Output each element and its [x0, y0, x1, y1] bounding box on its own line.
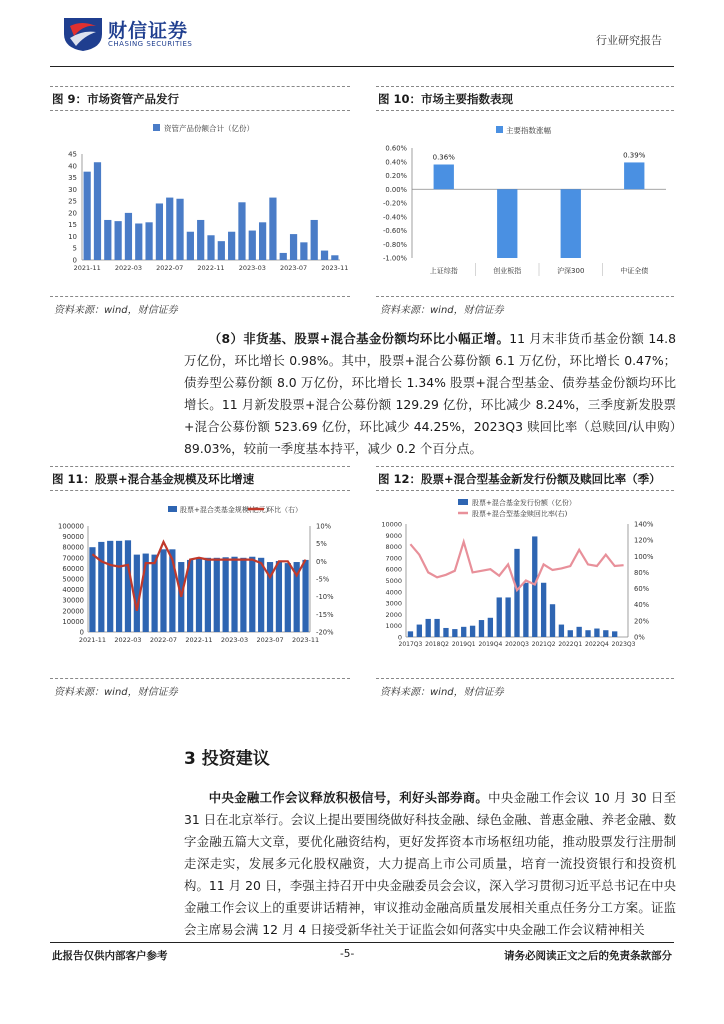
fig11-bar — [178, 562, 184, 632]
fig12-bar — [532, 536, 537, 637]
fig12-bar — [426, 619, 431, 637]
fig12-xtick-label: 2021Q2 — [531, 641, 556, 648]
fig12-bar — [488, 618, 493, 637]
fig11-ytick-label: 0 — [79, 628, 84, 637]
fig9-xtick-label: 2022-07 — [156, 264, 184, 272]
fig11-y2tick-label: -10% — [316, 593, 334, 602]
fig9-bar — [259, 222, 266, 260]
fig11-legend-line-label: 环比（右） — [267, 506, 302, 514]
fig9-bar — [125, 213, 132, 260]
fig10-bar — [497, 189, 517, 258]
logo-name: 财信证券 — [108, 20, 189, 42]
fig9-bar — [207, 235, 214, 260]
fig9-ytick-label: 15 — [68, 221, 77, 230]
fig12-chart — [376, 494, 674, 654]
fig12-y2tick-label: 120% — [634, 536, 654, 545]
fig11-bar — [249, 557, 255, 632]
fig9-bar — [311, 220, 318, 260]
fig12-ytick-label: 9000 — [385, 531, 402, 540]
fig12-y2tick-label: 0% — [634, 633, 645, 642]
fig12-legend — [458, 498, 576, 518]
fig11-bottom-rule — [50, 678, 350, 679]
fig9-ytick-label: 35 — [68, 174, 77, 183]
fig9-bar — [145, 222, 152, 260]
paragraph-investment-advice — [184, 787, 676, 941]
fig11-bar — [89, 547, 95, 632]
fig12-y2tick-label: 100% — [634, 552, 654, 561]
fig11-bar — [302, 560, 308, 632]
fig12-ytick-label: 10000 — [381, 520, 402, 529]
fig9-bar — [176, 199, 183, 260]
fig9-bar — [156, 203, 163, 260]
fig11-y2tick-label: 0% — [316, 557, 327, 566]
fig12-y2tick-label: 20% — [634, 617, 650, 626]
fig11-ytick-label: 30000 — [62, 596, 84, 605]
fig11-ytick-label: 60000 — [62, 564, 84, 573]
fig9-bar — [94, 162, 101, 260]
fig11-bar — [125, 540, 131, 632]
fig9-ytick-label: 10 — [68, 232, 77, 241]
fig12-bar — [497, 597, 502, 637]
fig12-xtick-label: 2022Q1 — [558, 641, 583, 648]
paragraph-1-lead: （8）非货基、股票+混合基金份额均环比小幅正增。 — [208, 331, 510, 346]
fig11-source: 资料来源：wind，财信证券 — [54, 687, 178, 698]
fig10-legend-label: 主要指数涨幅 — [506, 126, 551, 135]
fig12-bar — [559, 625, 564, 637]
fig9-ytick-label: 45 — [68, 150, 77, 159]
footer-disclaimer: 此报告仅供内部客户参考 — [52, 950, 168, 962]
fig10-bar — [624, 162, 644, 189]
fig10-legend — [496, 125, 551, 135]
fig10-bottom-rule — [376, 296, 674, 297]
fig9-bar — [218, 241, 225, 260]
fig12-legend-bar-label: 股票+混合基金发行份额（亿份） — [472, 499, 576, 507]
fig9-ytick-label: 5 — [72, 244, 77, 253]
fig12-bar — [541, 583, 546, 637]
fig9-legend-label: 资管产品份额合计（亿份） — [164, 124, 254, 133]
footer-rule — [50, 942, 674, 943]
fig11-xtick-label: 2023-03 — [220, 636, 249, 644]
fig11-bar — [223, 557, 229, 632]
fig11-y2tick-label: -15% — [316, 610, 334, 619]
fig11-bar — [98, 542, 104, 632]
fig12-y2tick-label: 140% — [634, 520, 654, 529]
fig11-legend — [168, 505, 302, 514]
fig10-data-label: 0.36% — [432, 153, 455, 162]
fig11-bar — [231, 557, 237, 632]
fig11-ytick-label: 20000 — [62, 607, 84, 616]
fig9-legend-swatch — [153, 124, 160, 131]
fig9-bar — [300, 242, 307, 260]
fig9-top-rule — [50, 86, 350, 87]
fig12-bar — [603, 630, 608, 637]
fig10-ytick-label: -0.20% — [382, 199, 407, 208]
fig10-category-label: 上证综指 — [429, 267, 458, 275]
fig10-ytick-label: 0.40% — [385, 158, 407, 167]
fig11-y2tick-label: 10% — [316, 522, 332, 531]
fig11-bar — [276, 561, 282, 632]
fig11-ytick-label: 100000 — [58, 522, 84, 531]
fig12-y2tick-label: 80% — [634, 568, 650, 577]
fig12-xtick-label: 2017Q3 — [398, 641, 423, 648]
fig9-bar — [321, 251, 328, 260]
fig11-xtick-label: 2023-11 — [291, 636, 320, 644]
fig12-bar — [452, 629, 457, 637]
fig9-xtick-label: 2021-11 — [73, 264, 101, 272]
fig11-ytick-label: 50000 — [62, 575, 84, 584]
fig11-bar — [285, 563, 291, 632]
fig10-top-rule — [376, 86, 674, 87]
fig11-ytick-label: 80000 — [62, 543, 84, 552]
fig9-bar — [290, 234, 297, 260]
fig12-bar — [585, 630, 590, 637]
fig9-ytick-label: 30 — [68, 185, 77, 194]
fig10-ytick-label: 0.20% — [385, 172, 407, 180]
fig11-title: 图 11：股票+混合基金规模及环比增速 — [52, 472, 255, 486]
fig12-bar — [514, 549, 519, 637]
fig9-bar — [135, 223, 142, 260]
fig12-ytick-label: 1000 — [385, 622, 402, 631]
fig11-xtick-label: 2021-11 — [78, 636, 107, 644]
fig9-ytick-label: 25 — [68, 197, 77, 206]
fig12-ytick-label: 5000 — [385, 577, 402, 585]
fig9-bottom-rule — [50, 296, 350, 297]
fig9-title-rule — [50, 110, 350, 111]
fig11-y2tick-label: -5% — [316, 575, 330, 584]
fig9-ytick-label: 40 — [68, 162, 77, 171]
fig10-bar — [434, 165, 454, 190]
fig11-xtick-label: 2022-03 — [114, 636, 142, 644]
fig12-source: 资料来源：wind，财信证券 — [380, 687, 504, 698]
fig9-legend — [153, 123, 254, 133]
fig11-bar — [258, 558, 264, 632]
fig11-bar — [116, 541, 122, 632]
fig11-bar — [151, 555, 157, 632]
fig9-bar — [197, 220, 204, 260]
fig12-ytick-label: 4000 — [385, 588, 402, 597]
fig11-chart — [50, 494, 350, 654]
fig10-legend-swatch — [496, 126, 503, 133]
fig12-bar — [550, 604, 555, 637]
fig12-bar — [470, 626, 475, 637]
fig11-y2tick-label: -20% — [316, 628, 334, 637]
fig12-ytick-label: 6000 — [385, 565, 402, 574]
fig10-category-label: 沪深300 — [557, 267, 585, 275]
fig12-xtick-label: 2022Q4 — [585, 641, 609, 648]
fig12-legend-bar-swatch — [458, 499, 468, 505]
fig11-xtick-label: 2022-11 — [185, 636, 213, 644]
fig9-xtick-label: 2023-07 — [279, 264, 308, 272]
fig11-top-rule — [50, 466, 350, 467]
fig9-bar — [84, 172, 91, 260]
fig9-bar — [331, 255, 338, 260]
fig9-bar — [187, 232, 194, 260]
fig11-ytick-label: 90000 — [62, 533, 84, 542]
fig10-chart — [376, 112, 674, 287]
paragraph-1-text: 11 月末非货币基金份额 14.8 万亿份，环比增长 0.98%。其中，股票+混合公募份额 6.1 万亿份，环比增长 0.47%；债券型公募份额 8.0 万亿份，环比增长 1.34% 股票+混合型基金、债券基金份额均环比增长。11 月新发股票+混合公募份额 129.29 亿份，环比减少 8.24%，三季度新发股票+混合公募份额 523.69 亿份，环比减少 44.25%，2023Q3 赎回比率（总赎回/认申购）89.03%，较前一季度基本持平，减少 0.2 个百分点。 — [184, 331, 676, 456]
fig11-bar — [107, 541, 113, 632]
fig11-legend-bar-label: 股票+混合类基金规模(亿元) — [180, 506, 269, 514]
fig9-bar — [228, 232, 235, 260]
page-number: -5- — [340, 948, 355, 960]
fig12-xtick-label: 2018Q2 — [425, 641, 449, 648]
fig10-ytick-label: -1.00% — [382, 254, 407, 263]
fig9-bar — [280, 253, 287, 260]
fig11-xtick-label: 2023-07 — [256, 636, 284, 644]
fig9-bar — [166, 198, 173, 260]
fig11-bar — [214, 558, 220, 632]
fig11-bar — [160, 549, 166, 632]
fig12-xtick-label: 2019Q4 — [478, 641, 503, 648]
fig9-bar — [269, 198, 276, 260]
fig12-title-rule — [376, 490, 674, 491]
fig10-bar — [561, 189, 581, 258]
report-type: 行业研究报告 — [596, 34, 662, 47]
fig12-bar — [612, 631, 617, 637]
fig12-bar — [523, 583, 528, 637]
logo-subtitle: CHASING SECURITIES — [108, 40, 193, 48]
fig11-ytick-label: 70000 — [62, 554, 84, 563]
fig12-bar — [443, 628, 448, 637]
fig11-ytick-label: 40000 — [62, 586, 84, 595]
fig12-xtick-label: 2023Q3 — [611, 641, 636, 648]
fig11-y2tick-label: 5% — [316, 540, 327, 549]
fig12-xtick-label: 2019Q1 — [451, 641, 476, 648]
fig11-bar — [196, 559, 202, 632]
fig9-xtick-label: 2023-11 — [321, 264, 349, 272]
fig10-source: 资料来源：wind，财信证券 — [380, 305, 504, 316]
fig10-ytick-label: -0.40% — [382, 213, 407, 222]
paragraph-2-text: 中央金融工作会议 10 月 30 日至 31 日在北京举行。会议上提出要围绕做好科技金融、绿色金融、普惠金融、养老金融、数字金融五篇大文章，要优化融资结构，更好发挥资本市场枢纽功能，推动股票发行注册制走深走实，发展多元化股权融资，大力提高上市公司质量，培育一流投资银行和投资机构。11 月 20 日，李强主持召开中央金融委员会会议，深入学习贯彻习近平总书记在中央金融工作会议上的重要讲话精神，审议推动金融高质量发展相关重点任务分工方案。证监会主席易会满 12 月 4 日接受新华社关于证监会如何落实中央金融工作会议精神相关 — [184, 790, 676, 937]
fig11-bar — [240, 558, 246, 632]
fig12-ytick-label: 2000 — [385, 610, 402, 619]
fig10-ytick-label: 0.60% — [385, 144, 407, 153]
fig9-xtick-label: 2022-11 — [197, 264, 225, 272]
fig12-top-rule — [376, 466, 674, 467]
paragraph-fund-shares — [184, 328, 676, 460]
logo-emblem-icon — [62, 14, 104, 52]
fig11-ytick-label: 10000 — [62, 617, 84, 626]
section-heading: 3 投资建议 — [184, 749, 270, 769]
footer-notice: 请务必阅读正文之后的免责条款部分 — [504, 950, 672, 962]
fig9-bar — [115, 221, 122, 260]
fig10-title: 图 10：市场主要指数表现 — [378, 92, 514, 106]
fig12-ytick-label: 7000 — [385, 554, 402, 563]
fig9-chart — [50, 112, 350, 287]
fig12-ytick-label: 0 — [397, 633, 402, 642]
fig12-bar — [568, 630, 573, 637]
fig12-bar — [479, 620, 484, 637]
fig11-xtick-label: 2022-07 — [149, 636, 178, 644]
fig9-xtick-label: 2023-03 — [238, 264, 266, 272]
header-rule — [50, 66, 674, 67]
fig9-xtick-label: 2022-03 — [114, 264, 143, 272]
fig9-ytick-label: 20 — [68, 209, 77, 218]
fig12-ytick-label: 8000 — [385, 543, 402, 552]
fig11-legend-bar-swatch — [168, 506, 177, 512]
fig11-title-rule — [50, 490, 350, 491]
fig12-bar — [461, 627, 466, 637]
fig12-title: 图 12：股票+混合型基金新发行份额及赎回比率（季） — [378, 472, 661, 486]
company-logo — [62, 14, 194, 52]
fig12-bar — [408, 631, 413, 637]
fig12-legend-line-label: 股票+混合型基金赎回比率(右) — [472, 510, 568, 518]
fig12-xtick-label: 2020Q3 — [505, 641, 529, 648]
fig10-ytick-label: 0.00% — [385, 185, 407, 194]
fig10-data-label: 0.39% — [623, 151, 646, 160]
fig12-ytick-label: 3000 — [385, 599, 402, 608]
fig12-y2tick-label: 40% — [634, 601, 650, 610]
fig9-source: 资料来源：wind，财信证券 — [54, 305, 178, 316]
fig9-bar — [104, 220, 111, 260]
fig10-category-label: 中证全债 — [620, 267, 649, 275]
fig12-bar — [594, 629, 599, 637]
fig12-bar — [434, 619, 439, 637]
fig12-bar — [505, 597, 510, 637]
fig12-bar — [576, 627, 581, 637]
fig12-bottom-rule — [376, 678, 674, 679]
fig9-bar — [238, 202, 245, 260]
fig9-title: 图 9：市场资管产品发行 — [52, 92, 180, 106]
fig9-bar — [249, 231, 256, 260]
paragraph-2-lead: 中央金融工作会议释放积极信号，利好头部券商。 — [208, 790, 489, 805]
fig10-ytick-label: -0.80% — [382, 240, 407, 249]
fig11-bar — [205, 558, 211, 632]
fig9-ytick-label: 0 — [72, 256, 77, 265]
fig10-category-label: 创业板指 — [493, 267, 522, 275]
fig10-ytick-label: -0.60% — [382, 227, 407, 235]
fig10-title-rule — [376, 110, 674, 111]
fig12-y2tick-label: 60% — [634, 585, 650, 594]
fig12-bar — [417, 625, 422, 637]
